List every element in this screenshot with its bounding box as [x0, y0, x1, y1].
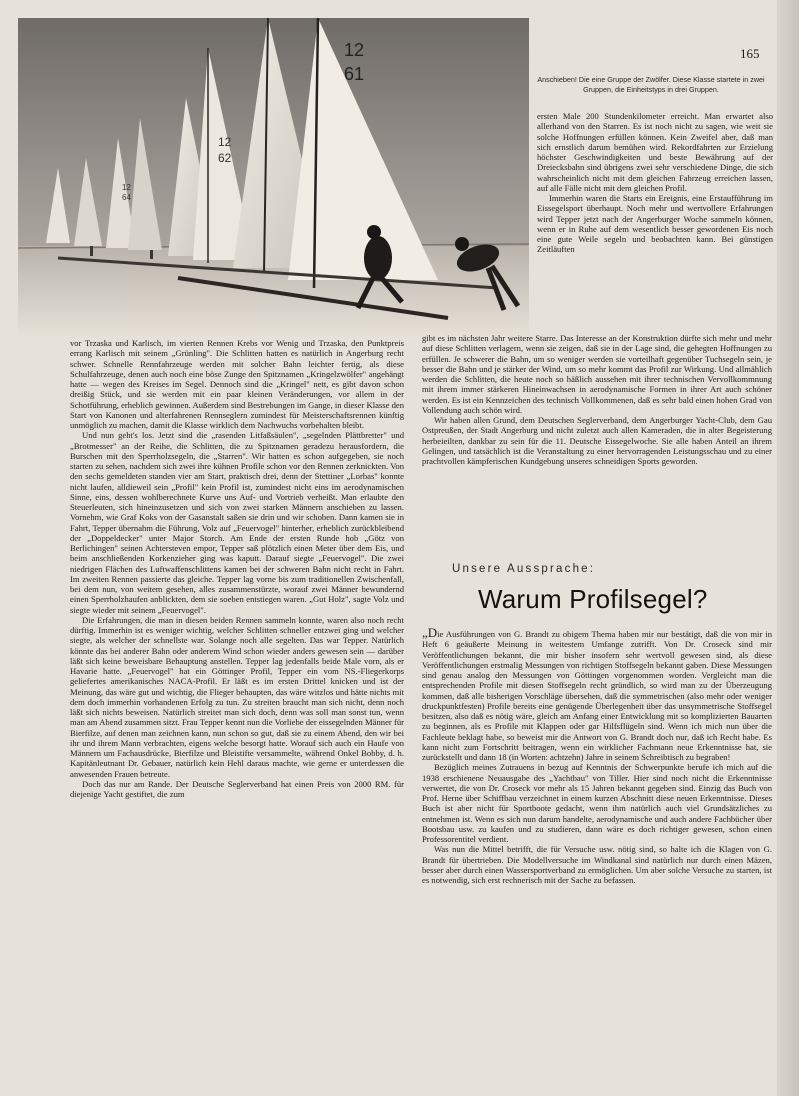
svg-text:12: 12 [344, 40, 365, 60]
svg-text:12: 12 [122, 183, 131, 192]
svg-text:12: 12 [218, 135, 232, 149]
iceboats-photo [18, 18, 529, 336]
scan-edge [777, 0, 799, 1096]
section-rubric: Unsere Aussprache: [452, 563, 596, 575]
paragraph: „Die Ausführungen von G. Brandt zu obigem Thema haben mir nur bestätigt, daß die von mir in Heft 6 geäußerte Meinung in weitestem Umfange zutrifft. Von Dr. Croseck sind mir Veröffentlichungen bekannt, die mir bisher insofern sehr wertvoll gewesen sind, als diese Veröffentlichungen erstmalig Messungen von richtigen Stoffsegeln bekannt gaben. Diese Messungen sind genau analog den Messungen von Göttingen vorgenommen worden. Vergleicht man die entsprechenden Profile mit diesen Stoffsegeln recht gründlich, so wird man zu der Überzeugung kommen, daß alle bisherigen Vorschläge übersehen, daß die symmetrischen (also mehr oder weniger druckpunktfesten) Profile bereits eine genügende Überlegenheit über das unsymmetrische Stoffsegel besitzen, also daß es nötig wäre, gleich am Anfang einer Entwicklung mit so komplizierten Bauarten zu beginnen, als es Profile mit Klappen oder gar Hilfsflügeln sind. Wenn ich mich nun über die Fachleute beklagt habe, so beweist mir die Antwort von G. Brandt doch nur, daß ich Recht habe. Es kann nicht zum Fortschritt beitragen, wenn ein wirklicher Fachmann neue Erkenntnisse hat, sie zurückstellt und dann 18 (in Worten: achtzehn) Jahre in seinem Schreibtisch zu begraben! [422, 625, 772, 762]
paragraph: Immerhin waren die Starts ein Ereignis, eine Erstaufführung im Eissegelsport überhaupt. Noch mehr und wertvollere Erfahrungen wird Tepper jetzt nach der Angerburger Woche sammeln können, wenn er in Ruhe auf dem wesentlich besser gewordenen Eis noch eine gute Weile segeln und beobachten kann. Bei günstigen Zeitläuften [537, 193, 773, 255]
article-body [422, 625, 772, 885]
article-headline: Warum Profilsegel? [478, 584, 708, 614]
paragraph: Bezüglich meines Zutrauens in bezug auf Kenntnis der Schwerpunkte berufe ich mich auf die 1938 erschienene Neuausgabe des „Yachtbau" von Tiller. Hier sind noch nicht die Erkenntnisse verwertet, die von Dr. Croseck vor mehr als 15 Jahren bekannt gegeben sind. Einzig das Buch von Prof. Herne über Schiffbau verzeichnet in einem kurzen Abschnitt diese neuen Erkenntnisse. Dieses Buch ist aber nicht für Sportboote gedacht, wenn ihm natürlich auch viel Grundsätzliches zu entnehmen ist. Wenn es sich nun darum handelte, aerodynamische und auch andere Fachbücher über Bootsbau usw. zu kaufen und zu studieren, dann wäre es doch richtiger gewesen, schon einen Professorentitel verdient. [422, 762, 772, 844]
svg-text:61: 61 [344, 64, 365, 84]
photo-caption: Anschieben! Die eine Gruppe der Zwölfer. Diese Klasse startete in zwei Gruppen, die Einheitstyps in drei Gruppen. [537, 75, 765, 94]
right-middle-column [422, 333, 772, 466]
right-top-column [537, 111, 773, 255]
paragraph: vor Trzaska und Karlisch, im vierten Rennen Krebs vor Wenig und Trzaska, den Punktpreis errang Karlisch mit seinem „Grünling". Die Schlitten hatten es natürlich in Angerburg recht schwer. Schnelle Rennfahrzeuge werden mit solcher Bahn leichter fertig, als diese Schulfahrzeuge, denen auch noch eine böse Zunge den Spitznamen „Kringelzwölfer" angehängt hatte — wegen des Kreises im Segel. Dennoch sind die „Kringel" nett, es gibt davon schon dreißig Stück, und sie werden mit ein paar kleinen Veränderungen, vor allem in der Schotführung, erheblich gewinnen. Außerdem sind Bestrebungen im Gange, in dieser Klasse den Start von Kanonen und alterfahrenen Rennseglern zumindest für Meisterschaftsrennen künftig unmöglich zu machen, damit die Klasse wirklich dem Nachwuchs vorbehalten bleibt. [70, 338, 404, 430]
paragraph: Die Erfahrungen, die man in diesen beiden Rennen sammeln konnte, waren also noch recht dürftig. Immerhin ist es weniger wichtig, welcher Schlitten schneller entzwei ging und welcher siegte, als welcher der schnellste war. Solange noch alle segelten. Das war Tepper. Natürlich könnte das bei anderer Bahn oder anderem Wind schon wieder anders gewesen sein — darüber läßt sich keine beweisbare Behauptung anstellen. Tepper lag jedenfalls beide Male vorn, als er Havarie hatte. „Feuervogel" hat ein Göttinger Profil, Tepper ein vom NS.-Fliegerkorps geliefertes amerikanisches NACA-Profil. Er läßt es im ersten Drittel knicken und ist der Meinung, das wäre gut und wichtig, die Flieger behaupten, das wäre witzlos und hätte nichts mit dem doch immerhin vorhandenen Erfolg zu tun. Zu streiten braucht man sich nicht, denn noch läßt sich nichts beweisen. Natürlich streitet man sich doch, denn was soll man sonst tun, wenn man am Abend zusammen sitzt. Frau Tepper kennt nun die Vorliebe der eissegelnden Männer für Bierfilze, auf denen man zeichnen kann, nun schon so gut, daß sie zu einem Abend, den wir bei ihr und ihrem Mann verbrachten, eigens welche besorgt hatte. Worauf sich auch ein Haufe von Männern um Fachausdrücke, Bierfilze und Bleistifte versammelte, während Onkel Bobby, d. h. Kapitänleutnant Dr. Gebauer, natürlich kein Hehl daraus machte, wie gerne er unterdessen die anwesenden Frauen betreute. [70, 614, 404, 779]
paragraph: Was nun die Mittel betrifft, die für Versuche usw. nötig sind, so halte ich die Klagen von G. Brandt für übertrieben. Die Modellversuche im Windkanal sind natürlich nur durch einen Mäzen, besser aber durch einen Wassersportverband zu ermöglichen. Um aber solche Versuche zu starten, ist es notwendig, sich erst rechnerisch mit der Sache zu befassen. [422, 844, 772, 885]
iceboats-photo-svg [18, 18, 529, 336]
paragraph: Doch das nur am Rande. Der Deutsche Seglerverband hat einen Preis von 2000 RM. für diejenige Yacht gestiftet, die zum [70, 778, 404, 799]
paragraph: ersten Male 200 Stundenkilometer erreicht. Man erwartet also allerhand von den Starren. Es ist noch nicht zu sagen, wie weit sie solche Hoffnungen erfüllen können. Kein Zweifel aber, daß man sich ernstlich darum bemühen wird. Rekordfahrten zur Erzielung höchster Geschwindigkeiten und beste Bewährung auf der Dreiecksbahn sind übrigens zwei sehr verschiedene Dinge, die sich wahrscheinlich nicht mit dem gleichen Fahrzeug erreichen lassen, auf alle Fälle nicht mit dem gleichen Profil. [537, 111, 773, 193]
paragraph: Und nun geht's los. Jetzt sind die „rasenden Litfaßsäulen", „segelnden Plättbretter" und „Brotmesser" an der Reihe, die Schlitten, die zu Spitznamen geradezu herausfordern, die Burschen mit den Sperrholzsegeln, die „Starren". Wir hatten es schon aufgegeben, sie noch starten zu sehen, nachdem sich zwei ihre kühnen Profile schon vor den Rennen zerknickten. Von den sechs gemeldeten standen vier am Start, praktisch drei, denn der Stettiner „Lorbas" konnte nicht laufen, alldieweil sein „Profil" kein Profil ist, zumindest nicht eins im aerodynamischen Sinne, eins, dessen wohlberechnete Kurve uns Auf- und Vortrieb verheißt. Man erlaubte den Steuerleuten, sich hineinzusetzen und sich von zwei starken Männern anschieben zu lassen. Vornehm, wie Graf Koks von der Gasanstalt saßen sie drin und wir schoben. Dann kamen sie in Fahrt, Tepper übernahm die Führung, Volz auf „Feuervogel" hinterher, erheblich zurückbleibend der „Doppeldecker" unter Major Storch. Am Ende der ersten Runde hob „Götz von Berlichingen" seinen Achtersteven empor, Tepper saß plötzlich einen Meter über dem Eis, und beim anschließenden Korkenzieher ging was kaputt. Darauf siegte „Feuervogel". Die zwei niedrigen Flächen des Luftwaffenschlittens kamen bei der schweren Bahn nicht recht in Fahrt. Im zweiten Rennen passierte das gleiche. Tepper lag vorne bis zum traditionellen Zwischenfall, bei dem nun, von weitem gesehen, alles zusammenstürzte, worauf zwei Männer bewundernd einen Sperrholzhaufen anblickten, dem sie soeben entstiegen waren. „Gut Holz", sagte Volz und siegte wieder mit seinem „Feuervogel". [70, 430, 404, 615]
svg-text:62: 62 [218, 151, 232, 165]
paragraph: gibt es im nächsten Jahr weitere Starre. Das Interesse an der Konstruktion dürfte sich mehr und mehr auf diese Schlitten verlagern, wenn sie zeigen, daß sie in der Lage sind, die gehegten Hoffnungen zu erfüllen. Je schwerer die Bahn, um so weniger werden sie vorteilhaft gegenüber Tuchsegeln sein, je besser die Bahn und je stärker der Wind, um so mehr kommt das Profil zur Wirkung. Und allmählich werden die Schlitten, die heute noch so häßlich aussehen mit ihrer technischen Vervollkommnung mit ihrem immer stärkeren Hineinwachsen in aerodynamische Formen in ihrer Art auch schöner werden. Es ist ein Kennzeichen des technisch Vollkommenen, daß es sehr bald einen hohen Grad von Vollendung auch schön wird. [422, 333, 772, 415]
page-number: 165 [740, 46, 760, 61]
left-column [70, 338, 404, 799]
svg-text:64: 64 [122, 193, 131, 202]
paragraph: Wir haben allen Grund, dem Deutschen Seglerverband, dem Angerburger Yacht-Club, dem Gau Ostpreußen, der Stadt Angerburg und nicht zuletzt auch allen Kameraden, die in alter Begeisterung herbeieilten, dankbar zu sein für die 11. Deutsche Eissegelwoche. Sie alle haben Anteil an ihrem Gelingen, und tatsächlich ist die Veranstaltung zu einer hervorragenden Leistungsschau und zu einer prachtvollen kämpferischen Kundgebung unseres schneidigen Sports geworden. [422, 415, 772, 466]
